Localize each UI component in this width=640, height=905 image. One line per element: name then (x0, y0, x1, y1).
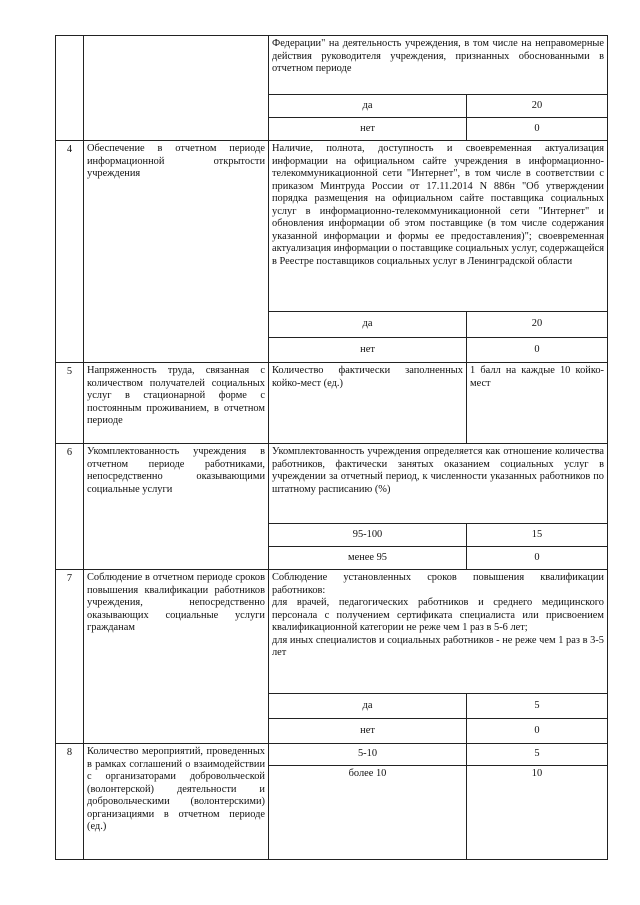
option-score: 20 (467, 95, 608, 118)
indicator-text: Наличие, полнота, доступность и своевременная актуализация информации на официальном сайте учреждения в информационно-телекоммуникационной сети "Интернет", в том числе в соответствии с приказом Минтруда России от 17.11.2014 N 886н "Об утверждении порядка размещения на официальном сайте поставщика социальных услуг в информационно-телекоммуникационной сети "Интернет" и обновления информации об этом поставщике (в том числе содержания указанной информации и формы ее предоставления)"; своевременная актуализация информации о поставщике социальных услуг, содержащейся в Реестре поставщиков социальных услуг в Ленинградской области (269, 141, 608, 312)
option-score: 0 (467, 547, 608, 570)
option-score: 15 (467, 524, 608, 547)
option-value: 95-100 (269, 524, 467, 547)
option-value: нет (269, 118, 467, 141)
option-score: 0 (467, 719, 608, 744)
option-value: более 10 (269, 766, 467, 860)
table-row-5 (56, 363, 608, 444)
criterion-text: Соблюдение в отчетном периоде сроков повышения квалификации работников учреждения, непосредственно оказывающих социальные услуги гражданам (84, 570, 269, 744)
indicator-text: Укомплектованность учреждения определяется как отношение количества работников, фактически занятых оказанием социальных услуг в учреждении за отчетный период, к численности указанных работников по штатному расписанию (%) (269, 444, 608, 524)
criterion-text: Количество мероприятий, проведенных в рамках соглашений о взаимодействии с организаторами добровольческой (волонтерской) деятельности и добровольческими (волонтерскими) организациями в отчетном периоде (ед.) (84, 744, 269, 860)
row-number: 7 (56, 570, 84, 744)
indicator-line: для врачей, педагогических работников и среднего медицинского персонала с получением сертификата специалиста или присвоением квалификационной категории не реже чем 1 раз в 5-6 лет; (272, 597, 604, 633)
criteria-table (55, 35, 608, 860)
table-row-6 (56, 444, 608, 524)
option-score: 5 (467, 744, 608, 766)
option-value: менее 95 (269, 547, 467, 570)
option-value: да (269, 95, 467, 118)
option-value: нет (269, 719, 467, 744)
criterion-text: Обеспечение в отчетном периоде информационной открытости учреждения (84, 141, 269, 363)
row-number: 4 (56, 141, 84, 363)
option-value: да (269, 312, 467, 338)
row-number-cell (56, 36, 84, 141)
table-row-7 (56, 570, 608, 694)
indicator-score-text: 1 балл на каждые 10 койко-мест (467, 363, 608, 444)
option-value: нет (269, 338, 467, 363)
table-row-8 (56, 744, 608, 766)
criterion-text: Укомплектованность учреждения в отчетном периоде работниками, непосредственно оказывающими социальные услуги (84, 444, 269, 570)
table-row-continuation (56, 36, 608, 95)
criterion-text: Напряженность труда, связанная с количеством получателей социальных услуг в стационарной форме с постоянным проживанием, в отчетном периоде (84, 363, 269, 444)
table-row-4 (56, 141, 608, 312)
indicator-text: Количество фактически заполненных койко-мест (ед.) (269, 363, 467, 444)
row-number: 6 (56, 444, 84, 570)
option-score: 0 (467, 338, 608, 363)
option-value: 5-10 (269, 744, 467, 766)
option-score: 5 (467, 694, 608, 719)
option-score: 0 (467, 118, 608, 141)
option-value: да (269, 694, 467, 719)
row-number: 8 (56, 744, 84, 860)
indicator-line: Соблюдение установленных сроков повышения квалификации работников: (272, 572, 604, 596)
criterion-cell (84, 36, 269, 141)
option-score: 10 (467, 766, 608, 860)
row-number: 5 (56, 363, 84, 444)
indicator-text (269, 570, 608, 694)
indicator-text: Федерации" на деятельность учреждения, в том числе на неправомерные действия руководителя учреждения, признанных обоснованными в отчетном периоде (269, 36, 608, 95)
option-score: 20 (467, 312, 608, 338)
indicator-line: для иных специалистов и социальных работников - не реже чем 1 раз в 3-5 лет (272, 634, 604, 658)
